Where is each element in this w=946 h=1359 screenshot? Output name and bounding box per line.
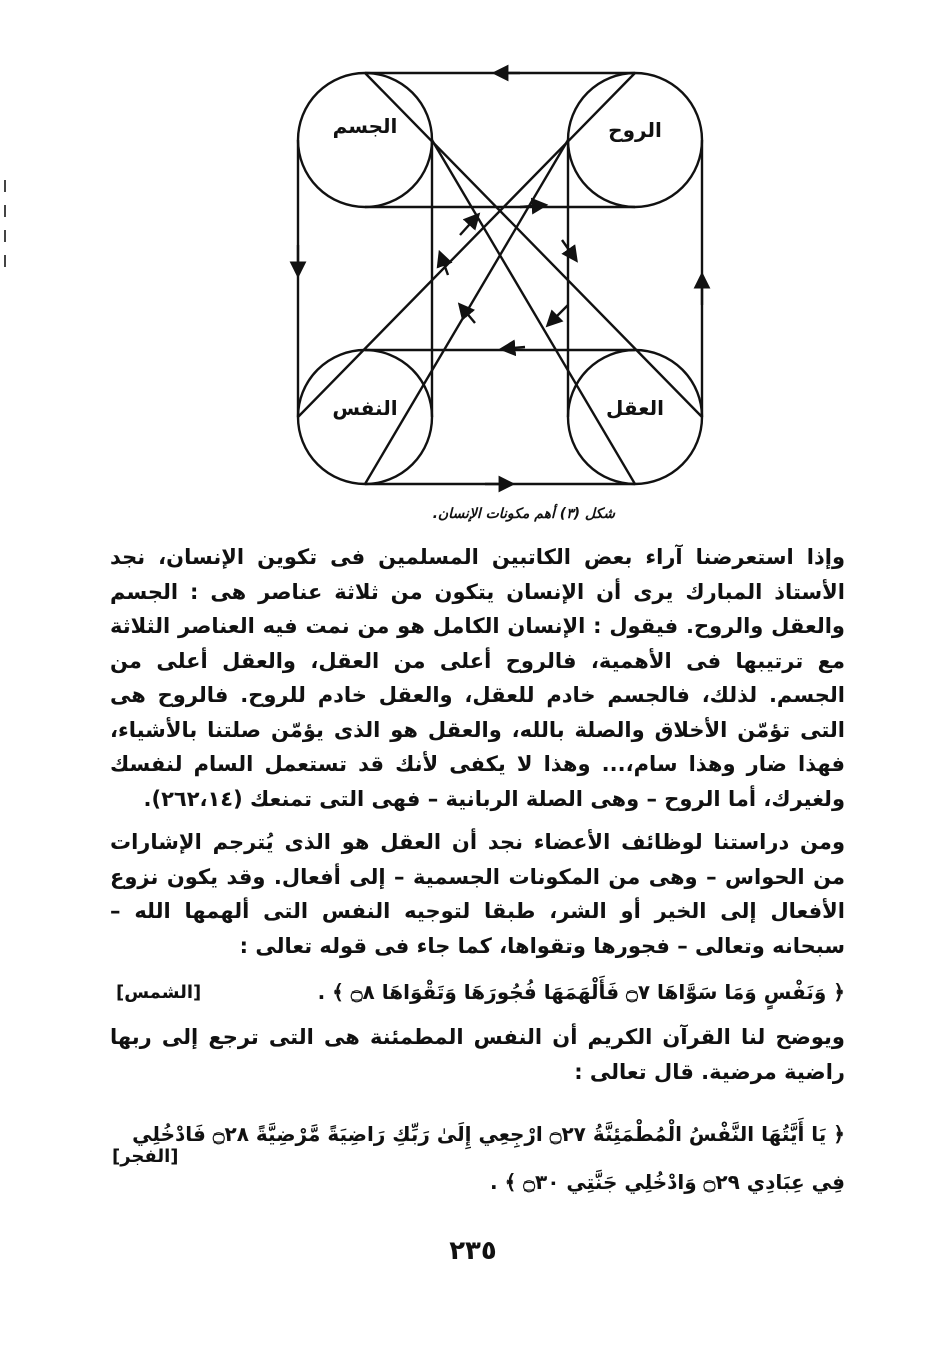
arrow-inner: [460, 215, 478, 235]
margin-tick: [4, 230, 6, 242]
diagonal-line: [432, 140, 635, 484]
body-circle: [298, 73, 432, 207]
label-soul: النفس: [332, 396, 398, 420]
human-components-diagram: [280, 55, 740, 505]
arrow-inner: [502, 347, 525, 349]
verse-source-fajr: [الفجر]: [112, 1146, 179, 1167]
paragraph-tranquil-soul: ويوضح لنا القرآن الكريم أن النفس المطمئنة هى التى ترجع إلى ربها راضية مرضية. قال تعالى :: [110, 1025, 845, 1084]
diagram-svg: [280, 55, 740, 505]
label-spirit: الروح: [608, 118, 662, 142]
margin-tick: [4, 205, 6, 217]
figure-caption: شكل (٣) أهم مكونات الإنسان.: [432, 506, 615, 522]
quran-verse-shams: ﴿ وَنَفْسٍ وَمَا سَوَّاهَا ۝٧ فَأَلْهَمَهَا فُجُورَهَا وَتَقْوَاهَا ۝٨ ﴾ .: [317, 980, 845, 1004]
verse-shams-row: [110, 980, 845, 1016]
margin-marks: [4, 180, 8, 270]
label-mind: العقل: [606, 396, 664, 420]
paragraph-physiology: ومن دراستنا لوظائف الأعضاء نجد أن العقل هو الذى يُترجم الإشارات من الحواس – وهى من المكونات الجسمية – إلى أفعال. وقد يكون نزوع الأفعال إلى الخير أو الشر، طبقا لتوجيه النفس التى ألهمها الله – سبحانه وتعالى – فجورها وتقواها، كما جاء فى قوله تعالى :: [110, 830, 845, 958]
paragraph-intro: وإذا استعرضنا آراء بعض الكاتبين المسلمين فى تكوين الإنسان، نجد الأستاذ المبارك يرى أن الإنسان يتكون من ثلاثة عناصر هى : الجسم والعقل والروح. فيقول : الإنسان الكامل هو من نمت فيه العناصر الثلاثة مع ترتيبها فى الأهمية، فالروح أعلى من العقل، والعقل أعلى من الجسم. لذلك، فالجسم خادم للعقل، والعقل خادم للروح. فالروح هى التى تؤمّن الأخلاق والصلة بالله، والعقل هو الذى يؤمّن صلتنا بالأشياء، فهذا ضار وهذا سام،... وهذا لا يكفى لأنك قد تستعمل السام لنفسك ولغيرك، أما الروح – وهى الصلة الربانية – فهى التى تمنعك (٢٦٢،١٤).: [110, 545, 845, 811]
arrow-inner: [548, 305, 568, 325]
margin-tick: [4, 255, 6, 267]
page-number: ٢٣٥: [449, 1236, 497, 1266]
verse-source-shams: [الشمس]: [116, 982, 202, 1003]
label-body: الجسم: [332, 114, 398, 138]
quran-verse-fajr: ﴿ يَا أَيَّتُهَا النَّفْسُ الْمُطْمَئِنَّةُ ۝٢٧ ارْجِعِي إِلَىٰ رَبِّكِ رَاضِيَةً مَّرْضِيَّةً ۝٢٨ فَادْخُلِي فِي عِبَادِي ۝٢٩ وَادْخُلِي جَنَّتِي ۝٣٠ ﴾ .: [132, 1122, 845, 1194]
margin-tick: [4, 180, 6, 192]
